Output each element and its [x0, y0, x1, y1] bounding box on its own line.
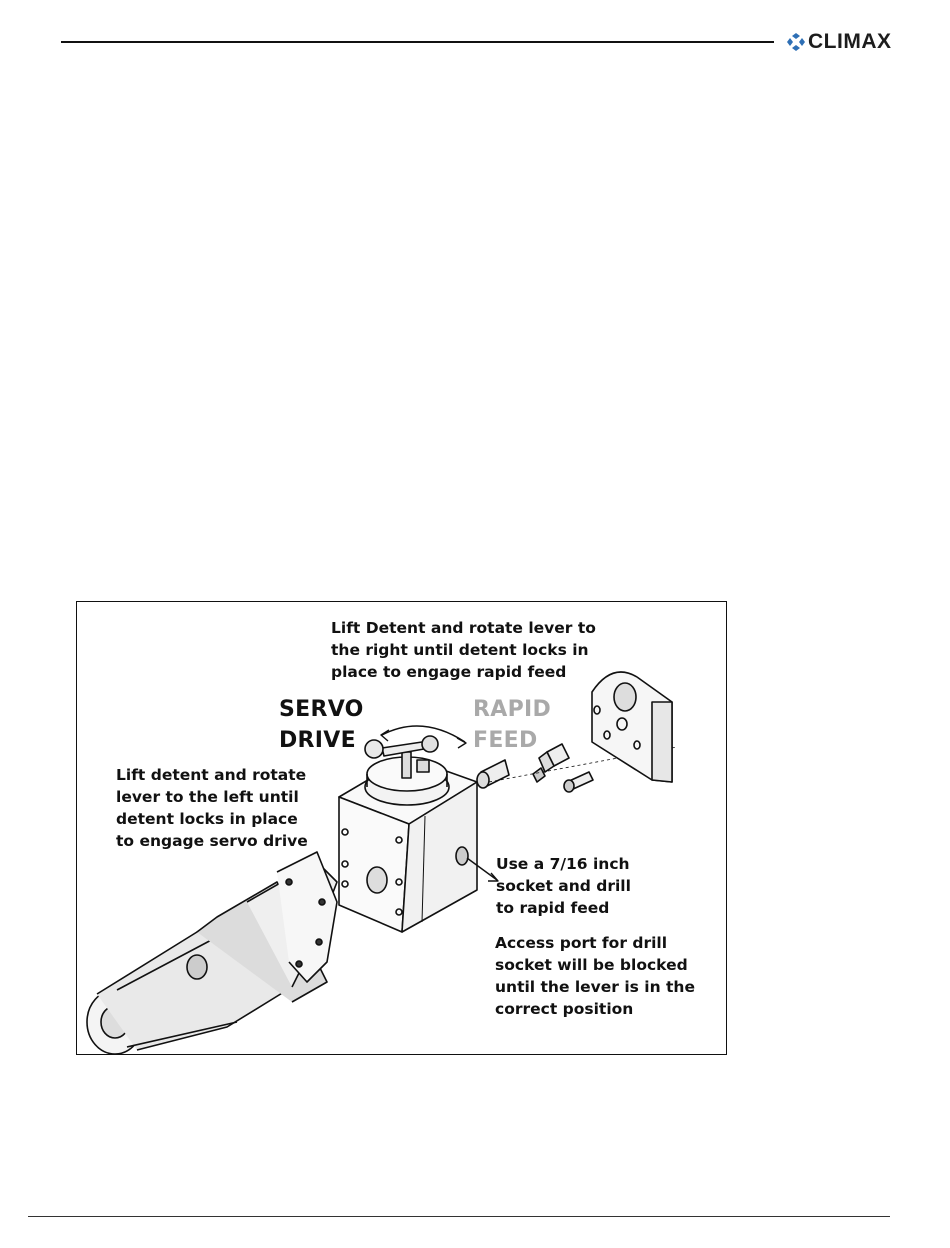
gearbox-block-drawing [339, 726, 477, 932]
logo-text: CLIMAX [808, 30, 892, 53]
header-rule [61, 41, 774, 43]
rapid-feed-label: RAPID FEED [473, 697, 552, 753]
servo-motor-drawing [87, 852, 337, 1054]
rapid-feed-instruction: Lift Detent and rotate lever to the right until detent locks in place to engage rapid feed [331, 619, 596, 681]
servo-drive-instruction: Lift detent and rotate lever to the left until detent locks in place to engage servo drive [116, 766, 308, 850]
mounting-plate-drawing [592, 672, 672, 782]
footer-rule [28, 1216, 890, 1217]
climax-logo [786, 30, 892, 54]
socket-instruction: Use a 7/16 inch socket and drill to rapid feed [496, 855, 631, 917]
climax-logo-icon [786, 32, 806, 52]
access-port-note: Access port for drill socket will be blocked until the lever is in the correct position [495, 934, 695, 1018]
servo-drive-label: SERVO DRIVE [279, 697, 364, 753]
servo-rapid-feed-figure [76, 601, 727, 1055]
